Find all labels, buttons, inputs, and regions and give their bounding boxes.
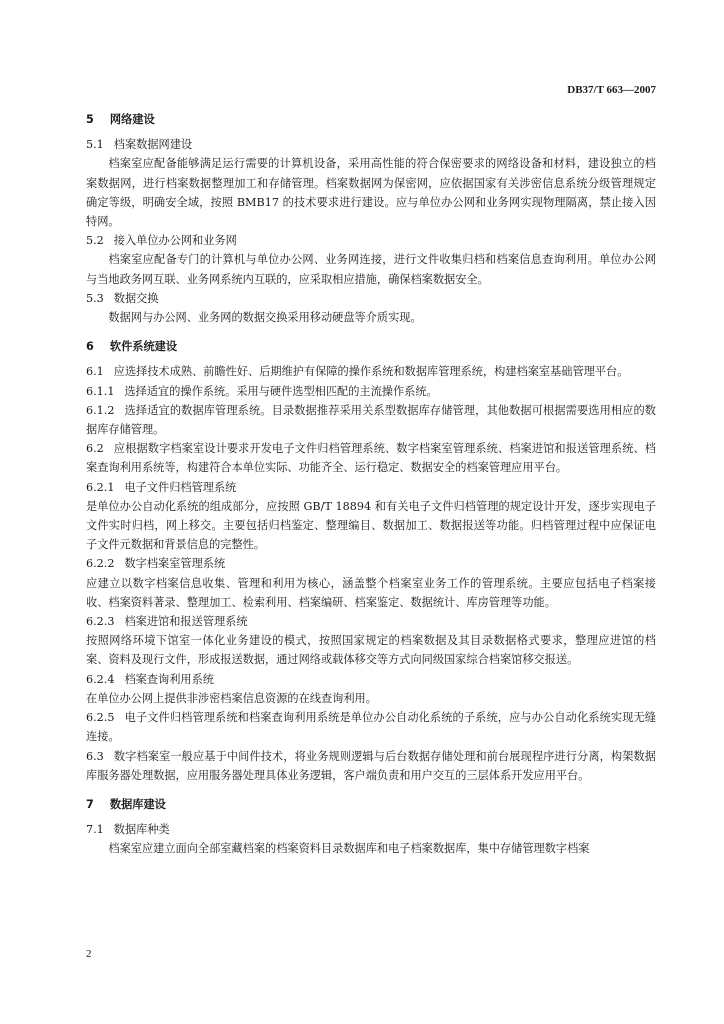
page-number: 2 — [86, 948, 92, 960]
section-5-3-body: 数据网与办公网、业务网的数据交换采用移动硬盘等介质实现。 — [108, 311, 422, 325]
section-6-2-3-heading: 6.2.3 档案进馆和报送管理系统 — [86, 615, 248, 629]
section-7-heading: 7 数据库建设 — [86, 797, 166, 811]
section-6-2-1-heading: 6.2.1 电子文件归档管理系统 — [86, 480, 237, 494]
section-6-3: 6.3 数字档案室一般应基于中间件技术，将业务规则逻辑与后台数据存储处理和前台展现程序进行分离，构架数据库服务器处理数据，应用服务器处理具体业务逻辑，客户端负责和用户交互的三层体系开发应用平台。 — [86, 749, 656, 782]
section-5-2-heading: 5.2 接入单位办公网和业务网 — [86, 234, 237, 248]
section-6-2-4-body: 在单位办公网上提供非涉密档案信息资源的在线查询利用。 — [86, 691, 377, 705]
section-6-2-1-body: 是单位办公自动化系统的组成部分，应按照 GB/T 18894 和有关电子文件归档管理的规定设计开发，逐步实现电子文件实时归档，网上移交。主要包括归档鉴定、整理编目、数据加工、数据报送等功能。归档管理过程中应保证电子文件元数据和背景信息的完整性。 — [86, 499, 656, 552]
document-body — [86, 110, 656, 859]
section-5-1-body: 档案室应配备能够满足运行需要的计算机设备，采用高性能的符合保密要求的网络设备和材料，建设独立的档案数据网，进行档案数据整理加工和存储管理。档案数据网为保密网，应依据国家有关涉密信息系统分级管理规定确定等级，明确安全域，按照 BMB17 的技术要求进行建设。应与单位办公网和业务网实现物理隔离，禁止接入因特网。 — [86, 157, 656, 229]
section-6-1: 6.1 应选择技术成熟、前瞻性好、后期维护有保障的操作系统和数据库管理系统，构建档案室基础管理平台。 — [86, 365, 629, 379]
section-5-heading: 5 网络建设 — [86, 113, 155, 126]
section-6-heading: 6 软件系统建设 — [86, 340, 178, 354]
section-6-2-2-heading: 6.2.2 数字档案室管理系统 — [86, 557, 226, 571]
section-6-1-1: 6.1.1 选择适宜的操作系统。采用与硬件选型相匹配的主流操作系统。 — [86, 384, 438, 398]
section-6-2-4-heading: 6.2.4 档案查询利用系统 — [86, 672, 214, 686]
section-5-3-heading: 5.3 数据交换 — [86, 291, 159, 305]
section-7-1-heading: 7.1 数据库种类 — [86, 823, 170, 837]
standard-code: DB37/T 663—2007 — [567, 84, 656, 96]
section-6-2-5: 6.2.5 电子文件归档管理系统和档案查询利用系统是单位办公自动化系统的子系统，应与办公自动化系统实现无缝连接。 — [86, 711, 656, 744]
section-6-2: 6.2 应根据数字档案室设计要求开发电子文件归档管理系统、数字档案室管理系统、档案进馆和报送管理系统、档案查询利用系统等，构建符合本单位实际、功能齐全、运行稳定、数据安全的档案管理应用平台。 — [86, 442, 656, 475]
section-5-1-heading: 5.1 档案数据网建设 — [86, 138, 193, 152]
section-5-2-body: 档案室应配备专门的计算机与单位办公网、业务网连接，进行文件收集归档和档案信息查询利用。单位办公网与当地政务网互联、业务网系统内互联的，应采取相应措施，确保档案数据安全。 — [86, 253, 656, 286]
section-6-2-2-body: 应建立以数字档案信息收集、管理和利用为核心，涵盖整个档案室业务工作的管理系统。主要应包括电子档案接收、档案资料著录、整理加工、检索利用、档案编研、档案鉴定、数据统计、库房管理等功能。 — [86, 576, 656, 609]
section-6-1-2: 6.1.2 选择适宜的数据库管理系统。目录数据推荐采用关系型数据库存储管理，其他数据可根据需要选用相应的数据库存储管理。 — [86, 403, 656, 437]
section-7-1-body: 档案室应建立面向全部室藏档案的档案资料目录数据库和电子档案数据库，集中存储管理数字档案 — [108, 842, 590, 856]
section-6-2-3-body: 按照网络环境下馆室一体化业务建设的模式，按照国家规定的档案数据及其目录数据格式要求，整理应进馆的档案、资料及现行文件，形成报送数据，通过网络或载体移交等方式向同级国家综合档案馆移交报送。 — [86, 634, 656, 667]
